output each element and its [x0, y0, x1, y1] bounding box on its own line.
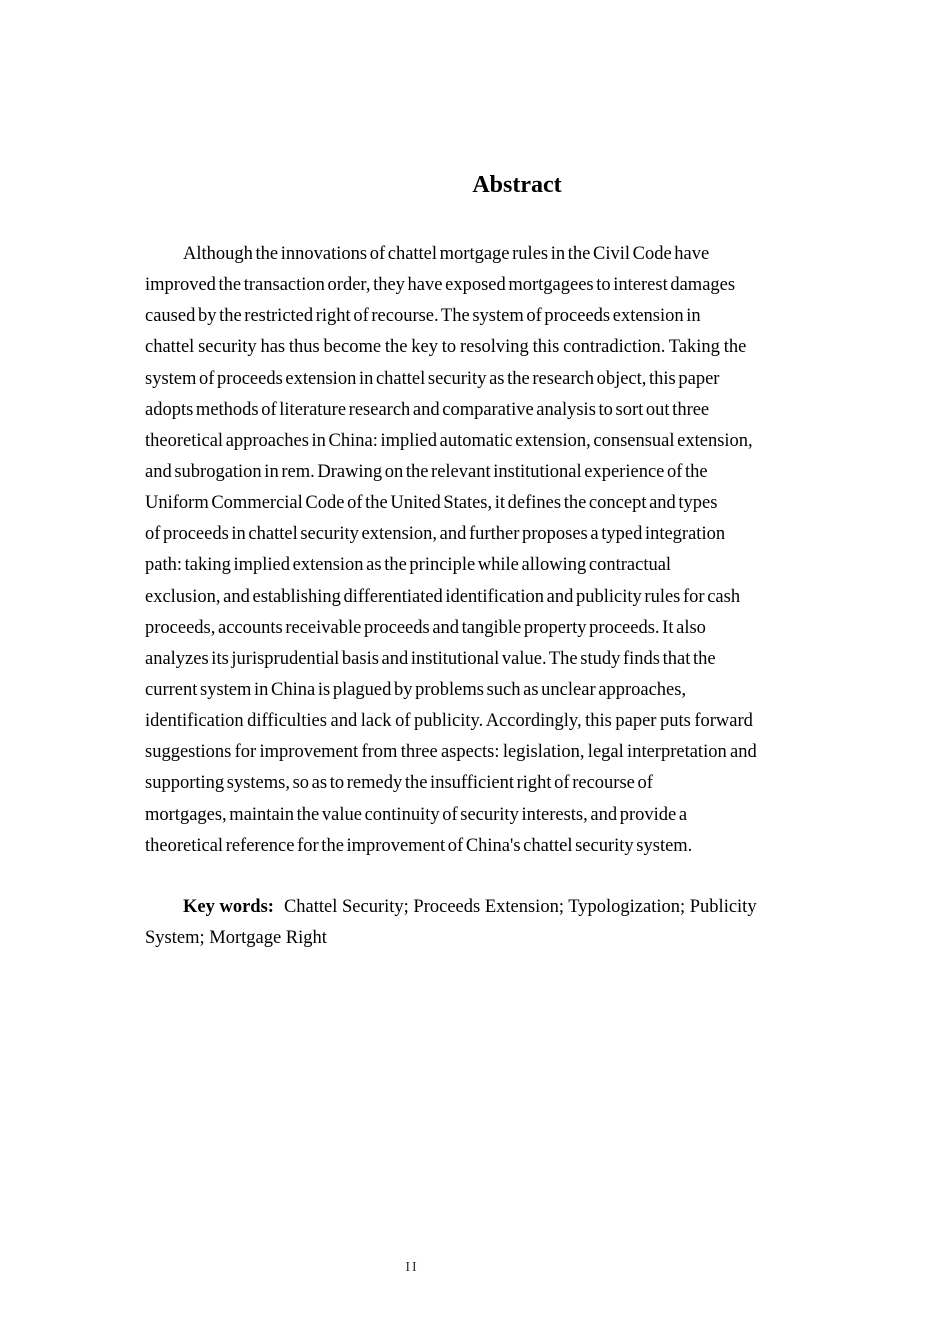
keywords-text: Chattel Security; Proceeds Extension; Typologization; Publicity: [283, 897, 757, 917]
abstract-line: path: taking implied extension as the principle while allowing contractual: [145, 555, 672, 576]
abstract-line: caused by the restricted right of recourse. The system of proceeds extension in: [145, 306, 701, 327]
keywords-line-continued: System; Mortgage Right: [145, 928, 327, 948]
abstract-line: theoretical approaches in China: implied automatic extension, consensual extension,: [145, 430, 753, 451]
keywords-label: Key words:: [183, 897, 274, 917]
abstract-line: Although the innovations of chattel mortgage rules in the Civil Code have: [183, 244, 710, 264]
page-number: II: [405, 1260, 419, 1275]
abstract-line: improved the transaction order, they have exposed mortgagees to interest damages: [145, 275, 736, 296]
abstract-line: mortgages, maintain the value continuity of security interests, and provide a: [145, 804, 688, 825]
abstract-line: exclusion, and establishing differentiated identification and publicity rules for cash: [145, 586, 741, 607]
abstract-line: Uniform Commercial Code of the United States, it defines the concept and types: [145, 493, 718, 514]
abstract-line: chattel security has thus become the key to resolving this contradiction. Taking the: [145, 337, 747, 358]
abstract-body: [145, 239, 845, 862]
abstract-line: of proceeds in chattel security extension, and further proposes a typed integration: [145, 524, 726, 545]
abstract-line: analyzes its jurisprudential basis and institutional value. The study finds that the: [145, 648, 716, 669]
keywords-section: [145, 892, 845, 954]
abstract-line: system of proceeds extension in chattel security as the research object, this paper: [145, 368, 720, 389]
page-title: Abstract: [472, 172, 562, 198]
abstract-line: theoretical reference for the improvement of China's chattel security system.: [145, 835, 693, 856]
abstract-line: and subrogation in rem. Drawing on the relevant institutional experience of the: [145, 461, 708, 482]
abstract-line: adopts methods of literature research and comparative analysis to sort out three: [145, 399, 710, 420]
abstract-line: supporting systems, so as to remedy the insufficient right of recourse of: [145, 773, 653, 794]
abstract-line: current system in China is plagued by problems such as unclear approaches,: [145, 679, 687, 700]
keywords-line: [145, 892, 845, 923]
abstract-line: suggestions for improvement from three aspects: legislation, legal interpretation and: [145, 742, 757, 763]
abstract-line: identification difficulties and lack of publicity. Accordingly, this paper puts forward: [145, 711, 753, 732]
abstract-line: proceeds, accounts receivable proceeds and tangible property proceeds. It also: [145, 617, 706, 638]
